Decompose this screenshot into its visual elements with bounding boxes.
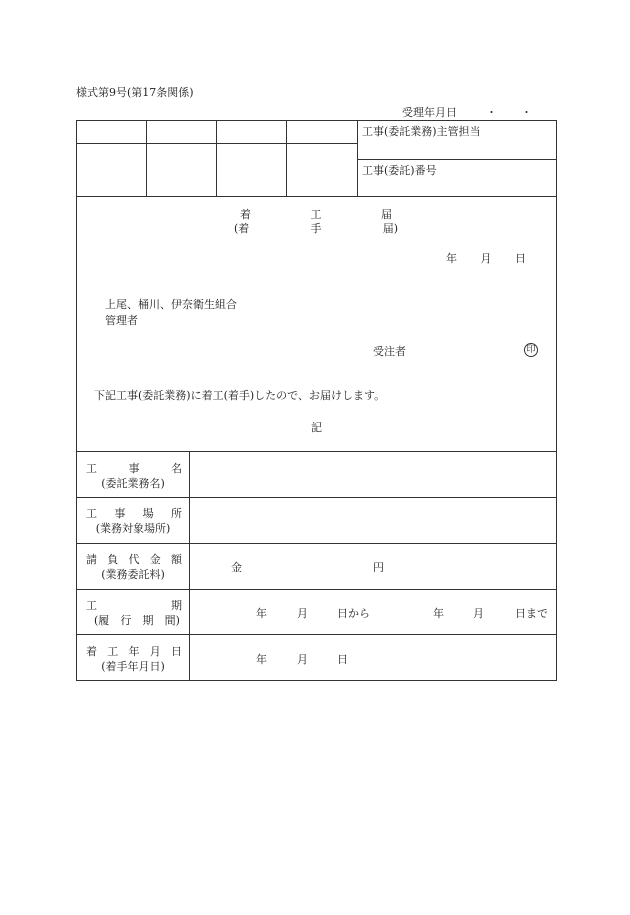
- period-from-year: 年: [256, 607, 267, 620]
- ki-label: 記: [311, 421, 322, 434]
- approval-cell[interactable]: [287, 121, 356, 143]
- period-label: 工 期: [86, 599, 182, 612]
- construction-number-label: 工事(委託)番号: [362, 164, 437, 177]
- start-date-label: 着 工 年 月 日: [86, 645, 182, 658]
- contract-amount-field[interactable]: [245, 550, 369, 578]
- approval-cell[interactable]: [77, 121, 146, 143]
- construction-place-sublabel: (業務対象場所): [95, 522, 171, 535]
- start-date-field[interactable]: [200, 642, 370, 670]
- notice-title: 着 工 届: [240, 208, 392, 221]
- notice-body: 下記工事(委託業務)に着工(着手)したので、お届けします。: [94, 389, 386, 402]
- start-date-day: 日: [337, 653, 348, 666]
- period-field[interactable]: [200, 596, 550, 624]
- construction-place-label: 工 事 場 所: [86, 507, 182, 520]
- construction-name-field[interactable]: [190, 452, 556, 497]
- period-to-day: 日まで: [515, 607, 548, 620]
- officer-label: 工事(委託業務)主管担当: [362, 125, 481, 138]
- amount-kin: 金: [231, 561, 242, 574]
- period-from-day: 日から: [337, 607, 370, 620]
- period-to-month: 月: [473, 607, 484, 620]
- seal-icon: 印: [524, 343, 538, 357]
- construction-name-label: 工 事 名: [86, 462, 182, 475]
- construction-place-field[interactable]: [190, 498, 556, 543]
- construction-name-sublabel: (委託業務名): [101, 477, 165, 490]
- amount-yen: 円: [373, 561, 384, 574]
- start-date-month: 月: [297, 653, 308, 666]
- notice-date[interactable]: 年 月 日: [446, 252, 526, 265]
- contract-amount-label: 請 負 代 金 額: [86, 553, 182, 566]
- received-date-dot: ・: [486, 106, 497, 119]
- contract-amount-sublabel: (業務委託料): [101, 568, 165, 581]
- start-date-year: 年: [256, 653, 267, 666]
- approval-cell[interactable]: [217, 121, 286, 143]
- period-from-month: 月: [297, 607, 308, 620]
- notice-subtitle: (着 手 届): [234, 222, 398, 235]
- contractor-label: 受注者: [373, 345, 406, 358]
- addressee-title: 管理者: [105, 314, 138, 327]
- form-number: 様式第9号(第17条関係): [76, 86, 194, 99]
- start-date-sublabel: (着手年月日): [101, 660, 165, 673]
- approval-cell[interactable]: [147, 121, 216, 143]
- addressee: 上尾、桶川、伊奈衛生組合: [105, 298, 237, 311]
- received-date-label: 受理年月日: [402, 106, 457, 119]
- received-date-dot: ・: [521, 106, 532, 119]
- period-to-year: 年: [433, 607, 444, 620]
- period-sublabel: (履 行 期 間): [94, 614, 180, 627]
